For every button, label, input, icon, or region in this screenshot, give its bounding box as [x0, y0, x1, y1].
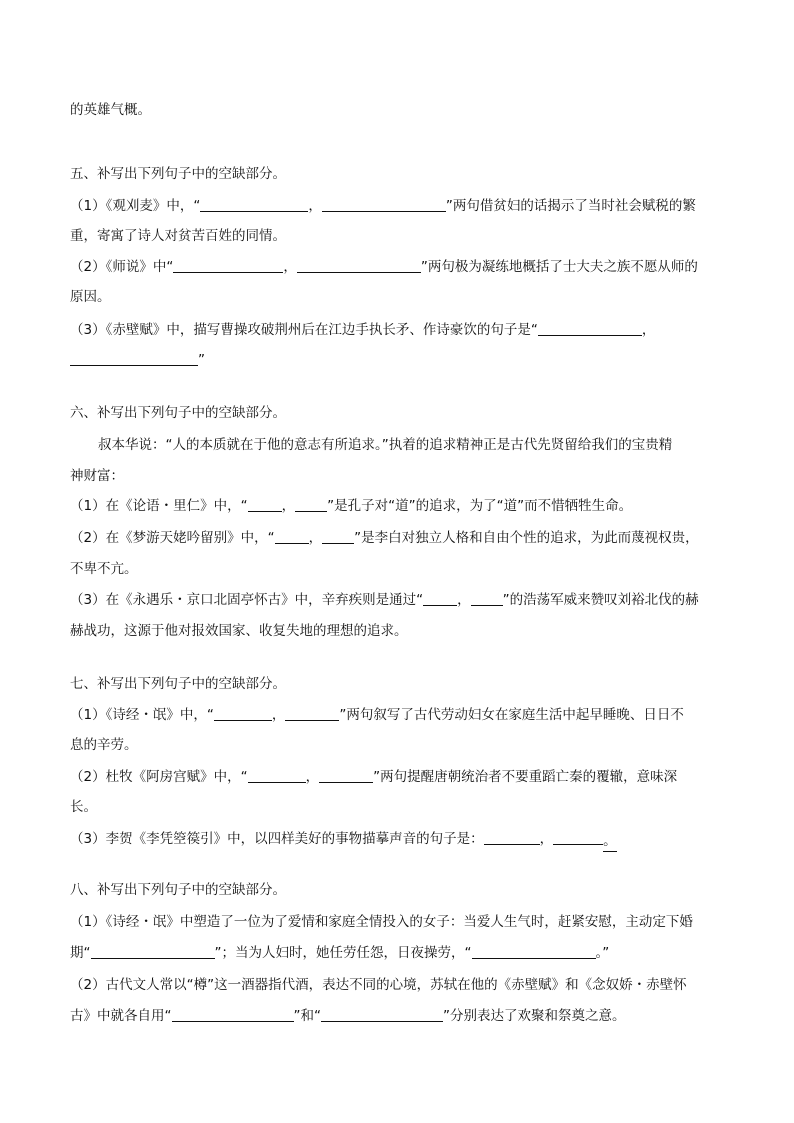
text: ”两句叙写了古代劳动妇女在家庭生活中起早睡晚、日日不 [339, 707, 684, 723]
answer-blank[interactable] [322, 197, 446, 212]
q5-3-line2 [70, 350, 730, 370]
heading-text: 六、补写出下列句子中的空缺部分。 [70, 405, 286, 421]
q7-3-line1 [70, 829, 730, 852]
text: ”两句极为凝练地概括了士大夫之族不愿从师的 [420, 259, 698, 275]
q6-intro-line1 [98, 435, 738, 455]
answer-blank[interactable] [538, 321, 642, 336]
q6-2-line1 [70, 528, 730, 548]
text: 赫战功，这源于他对报效国家、收复失地的理想的追求。 [70, 623, 408, 639]
text: 重，寄寓了诗人对贫苦百姓的同情。 [70, 228, 286, 244]
answer-blank[interactable] [553, 830, 603, 845]
answer-blank[interactable] [173, 258, 283, 273]
text: 不卑不亢。 [70, 561, 138, 577]
text: （1）在《论语・里仁》中，“ [70, 498, 248, 514]
text: ， [308, 198, 322, 214]
answer-blank[interactable] [297, 258, 421, 273]
text: ”是李白对独立人格和自由个性的追求，为此而蔑视权贵， [354, 530, 699, 546]
text: ”；当为人妇时，她任劳任怨，日夜操劳，“ [214, 945, 472, 961]
answer-blank[interactable] [172, 1007, 294, 1022]
q5-1-line1 [70, 196, 730, 216]
text: 神财富： [70, 468, 124, 484]
answer-blank[interactable] [248, 768, 306, 783]
text: 息的辛劳。 [70, 737, 138, 753]
text: ， [308, 530, 323, 546]
answer-blank[interactable] [322, 529, 354, 544]
section-6-heading [70, 403, 730, 423]
answer-blank[interactable] [70, 351, 198, 366]
q6-intro-line2 [70, 466, 730, 486]
q8-1-line1 [70, 912, 730, 932]
section-8-heading [70, 880, 730, 900]
q7-1-line1 [70, 705, 730, 725]
text: ， [281, 498, 296, 514]
text: ”两句提醒唐朝统治者不要重蹈亡秦的覆辙，意味深 [373, 769, 678, 785]
heading-text: 八、补写出下列句子中的空缺部分。 [70, 882, 286, 898]
answer-blank[interactable] [423, 591, 457, 606]
text: （3）李贺《李凭箜篌引》中，以四样美好的事物描摹声音的句子是： [70, 831, 484, 847]
heading-text: 七、补写出下列句子中的空缺部分。 [70, 676, 286, 692]
text: ， [283, 259, 297, 275]
text: （2）在《梦游天姥吟留别》中，“ [70, 530, 275, 546]
q7-2-line2 [70, 797, 730, 817]
q7-2-line1 [70, 767, 730, 787]
section-7-heading [70, 674, 730, 694]
q5-2-line2 [70, 287, 730, 307]
q6-3-line1 [70, 590, 730, 610]
text: （1）《观刈麦》中，“ [70, 198, 201, 214]
text: 。” [595, 945, 610, 961]
q7-1-line2 [70, 735, 730, 755]
q6-3-line2 [70, 621, 730, 641]
text: ， [271, 707, 286, 723]
text: 的英雄气概。 [70, 102, 151, 118]
q5-2-line1 [70, 257, 730, 277]
text: ”和“ [293, 1008, 321, 1024]
text: 。 [603, 831, 617, 852]
answer-blank[interactable] [484, 830, 540, 845]
answer-blank[interactable] [472, 944, 596, 959]
q5-1-line2 [70, 226, 730, 246]
text: ”分别表达了欢聚和祭奠之意。 [443, 1008, 626, 1024]
answer-blank[interactable] [295, 497, 327, 512]
answer-blank[interactable] [91, 944, 215, 959]
text: 古》中就各自用“ [70, 1008, 172, 1024]
answer-blank[interactable] [471, 591, 503, 606]
text: ， [457, 592, 471, 608]
answer-blank[interactable] [321, 1007, 443, 1022]
text: ” [198, 352, 205, 368]
q8-2-line1 [70, 975, 730, 995]
text: （1）《诗经・氓》中塑造了一位为了爱情和家庭全情投入的女子：当爱人生气时，赶紧安慰，主动定下婚 [70, 914, 693, 930]
answer-blank[interactable] [214, 706, 272, 721]
answer-blank[interactable] [248, 497, 282, 512]
q6-2-line2 [70, 559, 730, 579]
answer-blank[interactable] [275, 529, 309, 544]
text: ”两句借贫妇的话揭示了当时社会赋税的繁 [445, 198, 696, 214]
section-5-heading [70, 164, 730, 184]
q8-1-line2 [70, 943, 730, 963]
text: 叔本华说：“人的本质就在于他的意志有所追求。”执着的追求精神正是古代先贤留给我们的宝贵精 [98, 437, 673, 453]
heading-text: 五、补写出下列句子中的空缺部分。 [70, 166, 286, 182]
answer-blank[interactable] [285, 706, 339, 721]
text: ， [305, 769, 320, 785]
text: （2）古代文人常以“樽”这一酒器指代酒，表达不同的心境，苏轼在他的《赤壁赋》和《念奴娇・赤壁怀 [70, 977, 687, 993]
text: 期“ [70, 945, 91, 961]
text: ”是孔子对“道”的追求，为了“道”而不惜牺牲生命。 [327, 498, 633, 514]
text: （1）《诗经・氓》中，“ [70, 707, 214, 723]
text: （3）《赤壁赋》中，描写曹操攻破荆州后在江边手执长矛、作诗豪饮的句子是“ [70, 322, 538, 338]
answer-blank[interactable] [319, 768, 373, 783]
text: 原因。 [70, 289, 111, 305]
text: （2）《师说》中“ [70, 259, 174, 275]
text: ， [641, 322, 656, 338]
q6-1-line1 [70, 496, 730, 516]
answer-blank[interactable] [200, 197, 308, 212]
continued-line [70, 100, 730, 120]
text: ， [539, 831, 554, 847]
text: ”的浩荡军威来赞叹刘裕北伐的赫 [502, 592, 699, 608]
text: （3）在《永遇乐・京口北固亭怀古》中，辛弃疾则是通过“ [70, 592, 424, 608]
q5-3-line1 [70, 320, 730, 340]
q8-2-line2 [70, 1006, 730, 1026]
text: （2）杜牧《阿房宫赋》中，“ [70, 769, 248, 785]
text: 长。 [70, 799, 97, 815]
